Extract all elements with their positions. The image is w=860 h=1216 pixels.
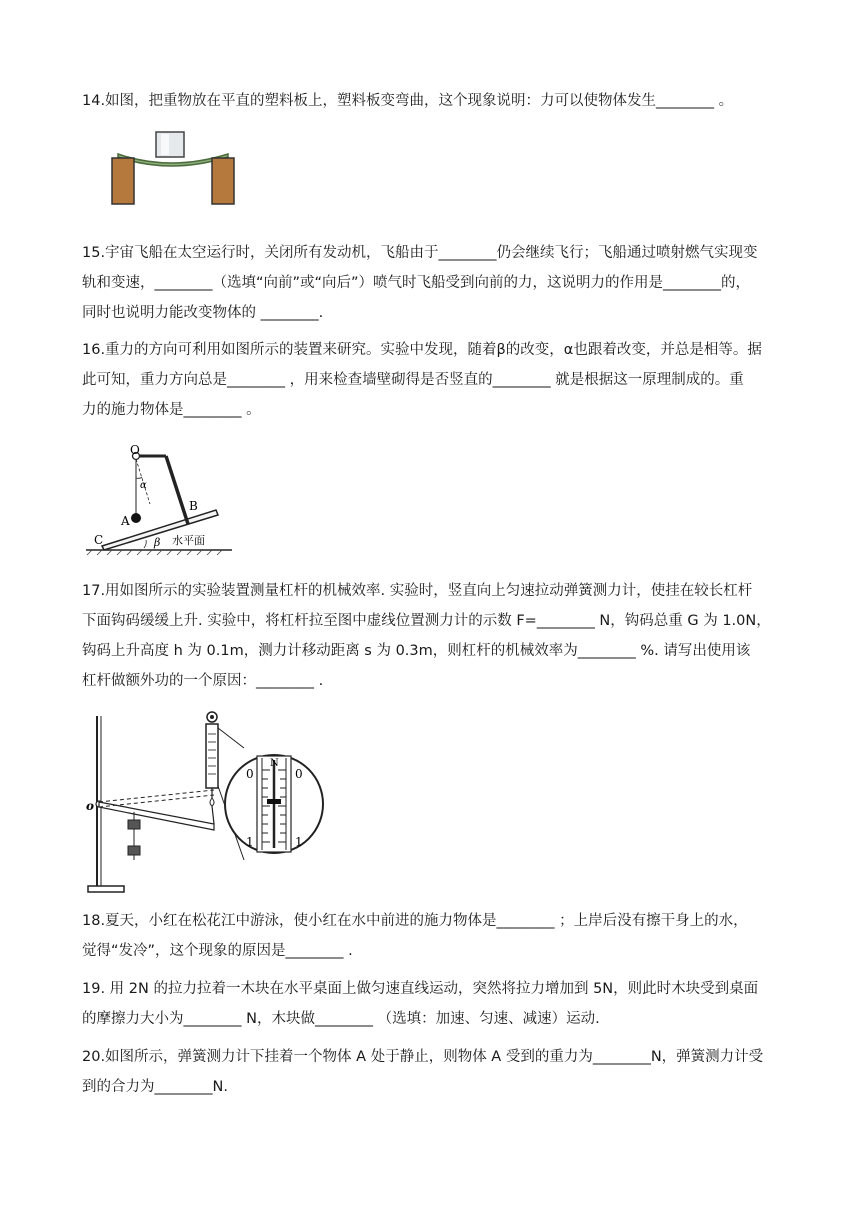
- question-19: [82, 974, 782, 1034]
- question-17-line-1: 17.用如图所示的实验装置测量杠杆的机械效率. 实验时，竖直向上匀速拉动弹簧测力计，使挂在较长杠杆: [82, 583, 753, 599]
- label-horizontal-plane: 水平面: [172, 534, 205, 547]
- weight-block: [156, 132, 184, 157]
- question-17-line-4: 杠杆做额外功的一个原因：________ .: [82, 673, 324, 689]
- question-18-line-1: 18.夏天，小红在松花江中游泳，使小红在水中前进的施力物体是________ ；上岸后没有擦干身上的水，: [82, 913, 748, 929]
- label-a: A: [121, 514, 130, 528]
- label-right-1: 1: [295, 835, 303, 849]
- question-20-line-2: 到的合力为________N.: [82, 1079, 228, 1095]
- question-16-line-1: 16.重力的方向可利用如图所示的装置来研究。实验中发现，随着β的改变，α也跟着改变，并总是相等。据: [82, 342, 762, 358]
- bent-plastic-board-figure: [108, 128, 240, 208]
- question-17-line-2: 下面钩码缓缓上升. 实验中，将杠杆拉至图中虚线位置测力计的示数 F=________ N，钩码总重 G 为 1.0N，: [82, 613, 771, 629]
- question-15-line-2: 轨和变速，________（选填“向前”或“向后”）喷气时飞船受到向前的力，这说明力的作用是________的，: [82, 275, 751, 291]
- label-beta: β: [154, 536, 161, 549]
- question-15-line-3: 同时也说明力能改变物体的 ________.: [82, 305, 324, 321]
- label-scale-n: N: [270, 758, 279, 769]
- lever-bar-dashed: [99, 790, 214, 807]
- question-16-line-2: 此可知，重力方向总是________ ，用来检查墙壁砌得是否竖直的________ 就是根据这一原理制成的。重: [82, 372, 744, 388]
- question-19-line-1: 19. 用 2N 的拉力拉着一木块在水平桌面上做匀速直线运动，突然将拉力增加到 5N，则此时木块受到桌面: [82, 981, 759, 997]
- left-support-block: [112, 158, 134, 204]
- question-20-line-1: 20.如图所示，弹簧测力计下挂着一个物体 A 处于静止，则物体 A 受到的重力为________N，弹簧测力计受: [82, 1049, 764, 1065]
- question-14: [82, 86, 782, 116]
- spring-scale: [206, 724, 218, 788]
- question-15-line-1: 15.宇宙飞船在太空运行时，关闭所有发动机，飞船由于________仍会继续飞行；飞船通过喷射燃气实现变: [82, 245, 758, 261]
- plumb-bob: [131, 513, 141, 523]
- label-o: O: [130, 444, 140, 457]
- gravity-direction-figure: [84, 444, 234, 556]
- question-16: [82, 335, 782, 425]
- question-20: [82, 1042, 782, 1102]
- hook-weight-1: [128, 820, 140, 829]
- question-19-line-2: 的摩擦力大小为________ N，木块做________ （选填：加速、匀速、减速）运动.: [82, 1011, 600, 1027]
- scale-pointer: [267, 799, 281, 804]
- question-14-line-1: 14.如图，把重物放在平直的塑料板上，塑料板变弯曲，这个现象说明：力可以使物体发生________ 。: [82, 93, 734, 109]
- question-17-line-3: 钩码上升高度 h 为 0.1m，测力计移动距离 s 为 0.3m，则杠杆的机械效率为________ %. 请写出使用该: [82, 643, 751, 659]
- label-left-1: 1: [246, 835, 254, 849]
- hook-weight-2: [128, 846, 140, 855]
- label-c: C: [94, 533, 104, 547]
- label-b: B: [189, 499, 198, 513]
- lever-bar: [99, 802, 214, 830]
- label-alpha: α: [140, 480, 147, 491]
- label-left-0: 0: [246, 767, 254, 781]
- label-right-0: 0: [295, 767, 303, 781]
- lever-efficiency-figure: [84, 708, 330, 898]
- right-support-block: [212, 158, 234, 204]
- question-15: [82, 238, 782, 328]
- question-16-line-3: 力的施力物体是________ 。: [82, 402, 261, 418]
- question-18-line-2: 觉得“发冷”，这个现象的原因是________ .: [82, 943, 353, 959]
- question-17: [82, 576, 782, 696]
- question-18: [82, 906, 782, 966]
- stand-base: [88, 886, 124, 892]
- label-o: o: [86, 799, 95, 813]
